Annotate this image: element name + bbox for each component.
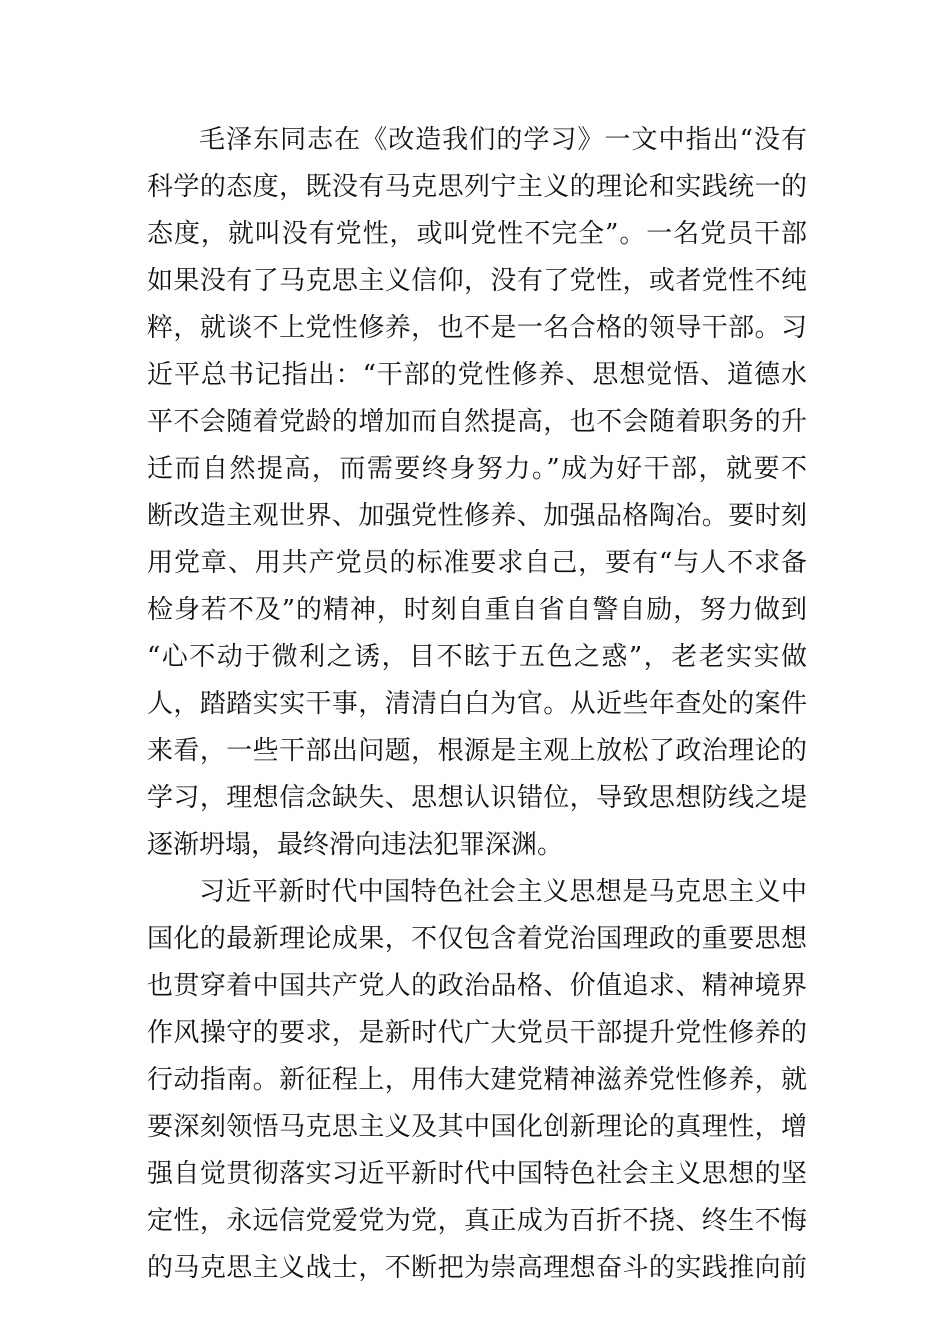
paragraph-2 (147, 869, 807, 1292)
paragraph-line: 习近平新时代中国特色社会主义思想是马克思主义中 (199, 877, 807, 907)
paragraph-line: 行动指南。新征程上，用伟大建党精神滋养党性修养，就 (147, 1065, 807, 1095)
paragraph-line: 要深刻领悟马克思主义及其中国化创新理论的真理性，增 (147, 1112, 807, 1142)
paragraph-line: 作风操守的要求，是新时代广大党员干部提升党性修养的 (147, 1018, 807, 1048)
paragraph-line: 来看，一些干部出问题，根源是主观上放松了政治理论的 (147, 736, 807, 766)
paragraph-line: 国化的最新理论成果，不仅包含着党治国理政的重要思想 (147, 924, 807, 954)
paragraph-line: 学习，理想信念缺失、思想认识错位，导致思想防线之堤 (147, 783, 807, 813)
paragraph-line: 也贯穿着中国共产党人的政治品格、价值追求、精神境界 (147, 971, 807, 1001)
paragraph-line: 强自觉贯彻落实习近平新时代中国特色社会主义思想的坚 (147, 1159, 807, 1189)
paragraph-line: 逐渐坍塌，最终滑向违法犯罪深渊。 (147, 830, 564, 860)
paragraph-line: 粹，就谈不上党性修养，也不是一名合格的领导干部。习 (147, 313, 807, 343)
paragraph-line: 平不会随着党龄的增加而自然提高，也不会随着职务的升 (147, 407, 807, 437)
paragraph-1 (147, 117, 807, 869)
paragraph-line: 迁而自然提高，而需要终身努力。”成为好干部，就要不 (147, 454, 807, 484)
document-body (147, 117, 807, 1292)
paragraph-line: 近平总书记指出：“干部的党性修养、思想觉悟、道德水 (147, 360, 807, 390)
paragraph-line: 检身若不及”的精神，时刻自重自省自警自励，努力做到 (147, 595, 807, 625)
paragraph-line: “心不动于微利之诱，目不眩于五色之惑”，老老实实做 (147, 642, 807, 672)
paragraph-line: 毛泽东同志在《改造我们的学习》一文中指出“没有 (199, 125, 807, 155)
paragraph-line: 如果没有了马克思主义信仰，没有了党性，或者党性不纯 (147, 266, 807, 296)
paragraph-line: 的马克思主义战士，不断把为崇高理想奋斗的实践推向前 (147, 1253, 807, 1283)
paragraph-line: 定性，永远信党爱党为党，真正成为百折不挠、终生不悔 (147, 1206, 807, 1236)
paragraph-line: 科学的态度，既没有马克思列宁主义的理论和实践统一的 (147, 172, 807, 202)
paragraph-line: 人，踏踏实实干事，清清白白为官。从近些年查处的案件 (147, 689, 807, 719)
paragraph-line: 态度，就叫没有党性，或叫党性不完全”。一名党员干部 (147, 219, 807, 249)
paragraph-line: 用党章、用共产党员的标准要求自己，要有“与人不求备 (147, 548, 807, 578)
paragraph-line: 断改造主观世界、加强党性修养、加强品格陶冶。要时刻 (147, 501, 807, 531)
